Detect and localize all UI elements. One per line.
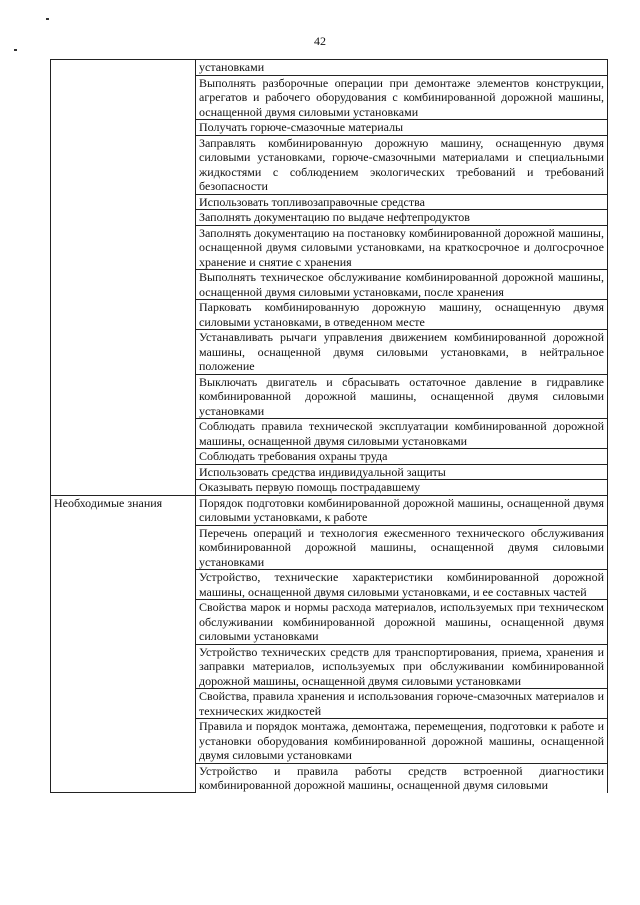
table-cell: Свойства, правила хранения и использования горюче-смазочных материалов и технических жидкостей	[196, 689, 608, 719]
table-cell: Получать горюче-смазочные материалы	[196, 120, 608, 136]
table-cell: Устройство и правила работы средств встроенной диагностики комбинированной дорожной машины, оснащенной двумя силовыми	[196, 763, 608, 793]
table-cell: Соблюдать правила технической эксплуатации комбинированной дорожной машины, оснащенной двумя силовыми установками	[196, 419, 608, 449]
table-cell: Заполнять документацию по выдаче нефтепродуктов	[196, 210, 608, 226]
table-cell: Устройство, технические характеристики комбинированной дорожной машины, оснащенной двумя силовыми установками, и ее составных частей	[196, 570, 608, 600]
table-row	[51, 495, 608, 525]
table-cell: Правила и порядок монтажа, демонтажа, перемещения, подготовки к работе и установки оборудования комбинированной дорожной машины, оснащенной двумя силовыми установками	[196, 719, 608, 764]
table-cell: Выполнять техническое обслуживание комбинированной дорожной машины, оснащенной двумя силовыми установками, после хранения	[196, 270, 608, 300]
skills-heading-cell	[51, 60, 196, 496]
table-cell: Использовать средства индивидуальной защиты	[196, 464, 608, 480]
page-number: 42	[314, 34, 326, 48]
table-cell: Свойства марок и нормы расхода материалов, используемых при техническом обслуживании комбинированной дорожной машины, оснащенной двумя силовыми установками	[196, 600, 608, 645]
table-cell: Заправлять комбинированную дорожную машину, оснащенную двумя силовыми установками, горюче-смазочными материалами и специальными жидкостями с соблюдением экологических требований и требований безопасности	[196, 135, 608, 194]
table-cell: Парковать комбинированную дорожную машину, оснащенную двумя силовыми установками, в отведенном месте	[196, 300, 608, 330]
scan-mark	[46, 18, 49, 20]
table-cell: Устанавливать рычаги управления движением комбинированной дорожной машины, оснащенной двумя силовыми установками, в нейтральное положение	[196, 330, 608, 375]
scan-mark	[14, 49, 17, 51]
table-cell: Перечень операций и технология ежесменного технического обслуживания комбинированной дорожной машины, оснащенной двумя силовыми установками	[196, 525, 608, 570]
table-cell: Устройство технических средств для транспортирования, приема, хранения и заправки материалов, используемых при обслуживании комбинированной дорожной машины, оснащенной двумя силовыми установками	[196, 644, 608, 689]
table-cell: Выключать двигатель и сбрасывать остаточное давление в гидравлике комбинированной дорожной машины, оснащенной двумя силовыми установками	[196, 374, 608, 419]
table-cell: Оказывать первую помощь пострадавшему	[196, 480, 608, 496]
table-cell: Порядок подготовки комбинированной дорожной машины, оснащенной двумя силовыми установками, к работе	[196, 495, 608, 525]
table-cell: Выполнять разборочные операции при демонтаже элементов конструкции, агрегатов и рабочего оборудования с комбинированной дорожной машины, оснащенной двумя силовыми установками	[196, 75, 608, 120]
requirements-table	[50, 59, 608, 793]
table-cell: Использовать топливозаправочные средства	[196, 194, 608, 210]
knowledge-heading-cell: Необходимые знания	[51, 495, 196, 793]
table-cell: установками	[196, 60, 608, 76]
table-row	[51, 60, 608, 76]
table-cell: Заполнять документацию на постановку комбинированной дорожной машины, оснащенной двумя силовыми установками, на краткосрочное и долгосрочное хранение и снятие с хранения	[196, 225, 608, 270]
table-cell: Соблюдать требования охраны труда	[196, 449, 608, 465]
